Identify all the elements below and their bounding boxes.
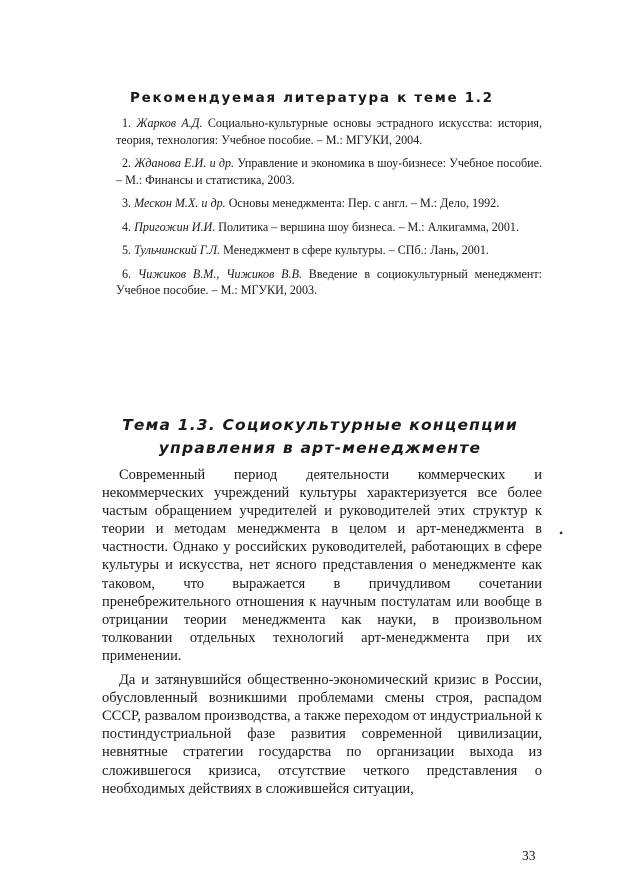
- reference-authors: Пригожин И.И.: [134, 219, 216, 234]
- reference-text: Менеджмент в сфере культуры. – СПб.: Лань, 2001.: [223, 243, 489, 257]
- reference-number: 4.: [122, 219, 132, 234]
- reference-text: Социально-культурные основы эстрадного искусства: история, теория, технология: Учебное пособие. – М.: МГУКИ, 2004.: [116, 116, 543, 147]
- reference-authors: Мескон М.Х. и др.: [134, 196, 226, 210]
- topic-title: [100, 414, 540, 460]
- references-list: [116, 115, 542, 306]
- reference-text: Введение в социокультурный менеджмент: Учебное пособие. – М.: МГУКИ, 2003.: [116, 266, 543, 297]
- reference-authors: Чижиков В.М., Чижиков В.В.: [137, 266, 302, 281]
- paragraph: Да и затянувшийся общественно-экономический кризис в России, обусловленный возникшими проблемами смены строя, распадом СССР, развалом производства, а также переходом от индустриальной к постиндустриальной фазе развития современной цивилизации, невнятные стратегии государства по организации выхода из сложившегося кризиса, отсутствие четкого представления о необходимых действиях в сложившейся ситуации,: [102, 672, 542, 797]
- reference-authors: Жарков А.Д.: [136, 116, 203, 130]
- reference-number: 5.: [122, 243, 132, 257]
- reference-item: [116, 155, 542, 188]
- references-heading: Рекомендуемая литература к теме 1.2: [130, 90, 494, 106]
- reference-item: [116, 219, 542, 236]
- topic-title-line-2: управления в арт-менеджменте: [158, 439, 482, 457]
- body-text: [102, 466, 542, 804]
- reference-text: Управление и экономика в шоу-бизнесе: Учебное пособие. – М.: Финансы и статистика, 2003.: [116, 156, 542, 187]
- reference-item: [116, 242, 542, 259]
- reference-text: Основы менеджмента: Пер. с англ. – М.: Дело, 1992.: [228, 196, 500, 210]
- reference-number: 6.: [122, 266, 132, 281]
- reference-number: 3.: [122, 196, 132, 210]
- margin-dot: •: [559, 526, 564, 540]
- reference-authors: Тульчинский Г.Л.: [134, 243, 221, 257]
- reference-text: Политика – вершина шоу бизнеса. – М.: Алкигамма, 2001.: [218, 219, 519, 234]
- reference-number: 1.: [122, 116, 132, 130]
- reference-item: [116, 115, 542, 148]
- paragraph: Современный период деятельности коммерческих и некоммерческих учреждений культуры характеризуется все более частым обращением учредителей и руководителей этих структур к теории и методам менеджмента в целом и арт-менеджмента в частности. Однако у российских руководителей, работающих в сфере культуры и искусства, нет ясного представления о менеджменте как таковом, что выражается в причудливом сочетании пренебрежительного отношения к научным постулатам или вообще в отрицании теории менеджмента как науки, в произвольном толковании отдельных технологий арт-менеджмента при их применении.: [102, 467, 542, 664]
- reference-item: [116, 195, 542, 212]
- page-number: 33: [522, 848, 536, 863]
- reference-item: [116, 266, 542, 299]
- reference-authors: Жданова Е.И. и др.: [134, 156, 235, 170]
- topic-title-line-1: Тема 1.3. Социокультурные концепции: [122, 416, 518, 434]
- reference-number: 2.: [122, 156, 132, 170]
